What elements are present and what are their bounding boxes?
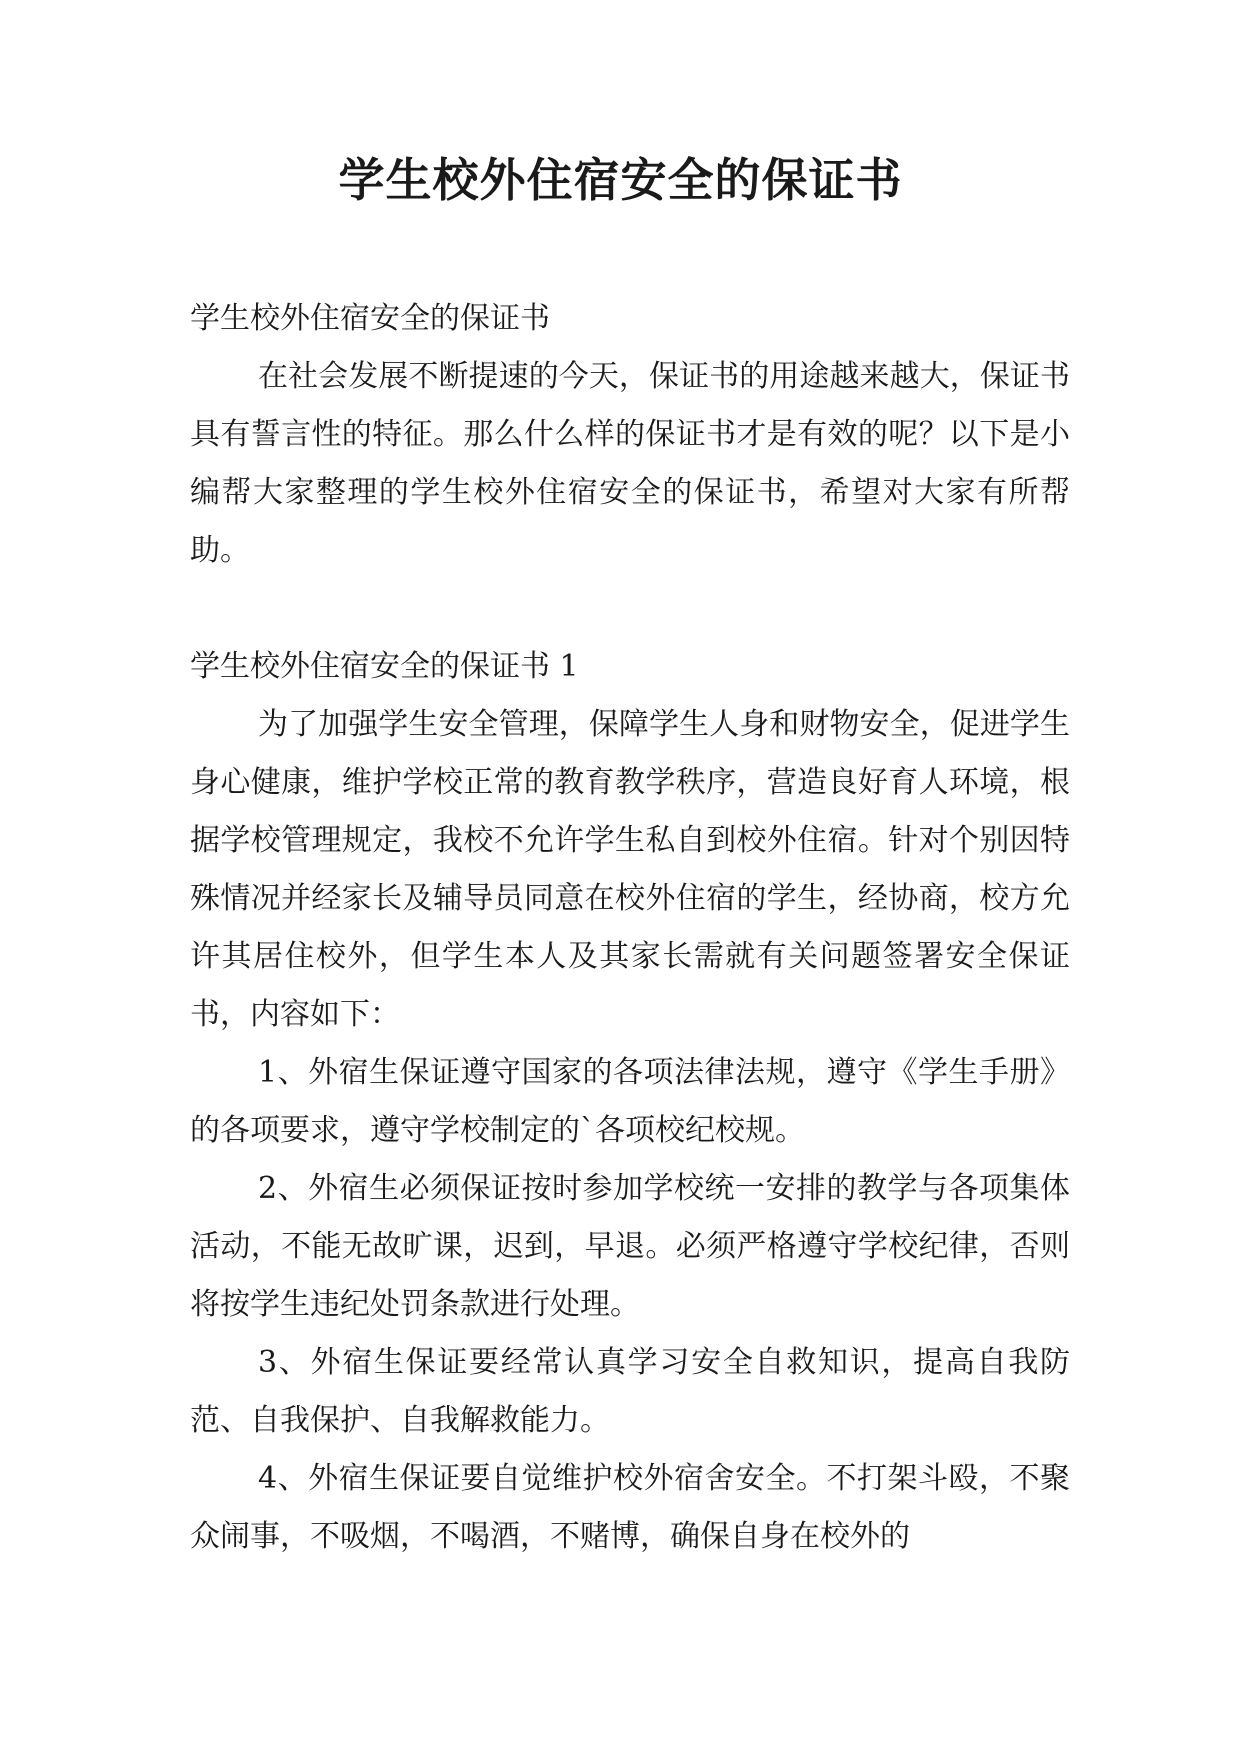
document-title: 学生校外住宿安全的保证书 <box>338 153 903 207</box>
intro-heading: 学生校外住宿安全的保证书 <box>190 301 550 336</box>
list-item: 2、外宿生必须保证按时参加学校统一安排的教学与各项集体活动，不能无故旷课，迟到，早退。必须严格遵守学校纪律，否则将按学生违纪处罚条款进行处理。 <box>190 1171 1070 1322</box>
intro-paragraph: 在社会发展不断提速的今天，保证书的用途越来越大，保证书具有誓言性的特征。那么什么样的保证书才是有效的呢？以下是小编帮大家整理的学生校外住宿安全的保证书，希望对大家有所帮助。 <box>190 359 1070 568</box>
section1-paragraph: 为了加强学生安全管理，保障学生人身和财物安全，促进学生身心健康，维护学校正常的教育教学秩序，营造良好育人环境，根据学校管理规定，我校不允许学生私自到校外住宿。针对个别因特殊情况并经家长及辅导员同意在校外住宿的学生，经协商，校方允许其居住校外，但学生本人及其家长需就有关问题签署安全保证书，内容如下： <box>190 707 1070 1032</box>
list-item: 4、外宿生保证要自觉维护校外宿舍安全。不打架斗殴，不聚众闹事，不吸烟，不喝酒，不赌博，确保自身在校外的 <box>190 1461 1070 1554</box>
list-item: 1、外宿生保证遵守国家的各项法律法规，遵守《学生手册》的各项要求，遵守学校制定的`各项校纪校规。 <box>190 1055 1070 1148</box>
section1-heading: 学生校外住宿安全的保证书 1 <box>190 649 579 684</box>
document-body <box>190 290 1070 1566</box>
section-spacer <box>190 580 1070 638</box>
list-item: 3、外宿生保证要经常认真学习安全自救知识，提高自我防范、自我保护、自我解救能力。 <box>190 1345 1070 1438</box>
